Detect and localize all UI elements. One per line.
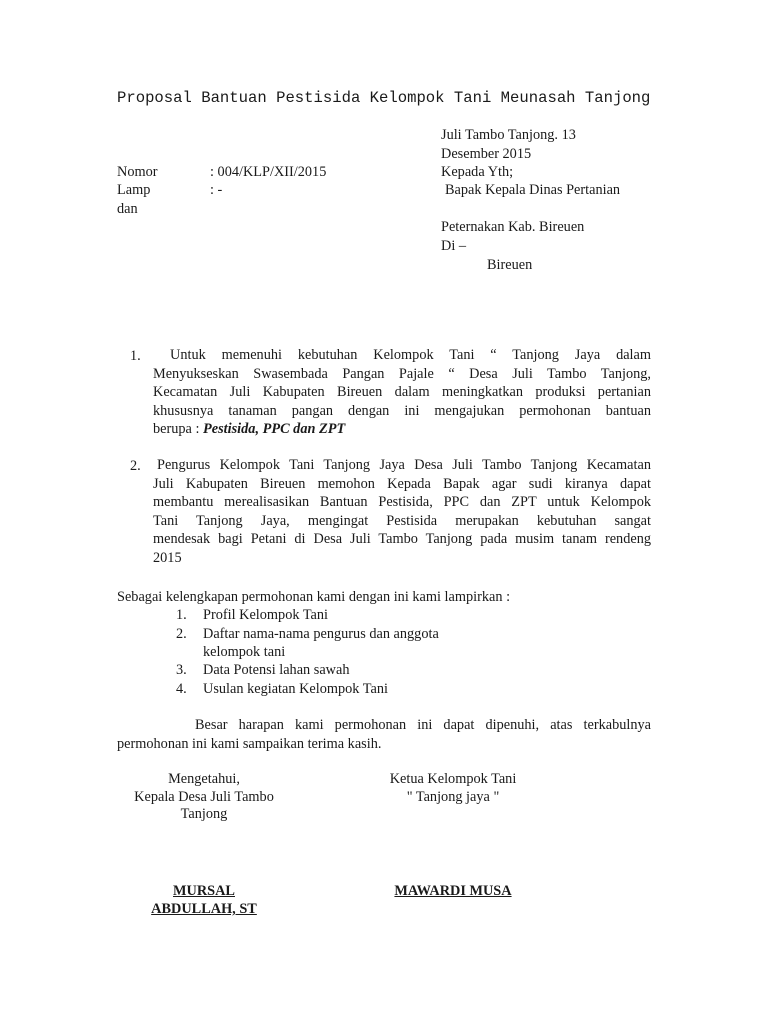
attachment-item: Usulan kegiatan Kelompok Tani [203, 681, 388, 697]
item-2-last-line: 2015 [153, 549, 182, 566]
date-line-2: Desember 2015 [441, 146, 532, 162]
addressee-line-4: Di – [441, 238, 467, 254]
closing-line-1: Besar harapan kami permohonan ini dapat dipenuhi, atas terkabulnya [195, 717, 651, 733]
attachment-number: 1. [176, 607, 187, 623]
sign-left-name-1: MURSAL [173, 883, 235, 899]
attachment-item: Data Potensi lahan sawah [203, 662, 350, 678]
date-line-1: Juli Tambo Tanjong. 13 [441, 127, 576, 143]
addressee-line-1: Kepada Yth; [441, 164, 514, 180]
item-2-line: membantu merealisasikan Bantuan Pestisida, PPC dan ZPT untuk Kelompok [153, 494, 651, 511]
addressee-line-5: Bireuen [487, 257, 533, 273]
item-1-line: Menyukseskan Swasembada Pangan Pajale “ Desa Juli Tambo Tanjong, [153, 365, 651, 382]
attachment-number: 2. [176, 626, 187, 642]
lamp-continuation: dan [117, 201, 138, 217]
nomor-label: Nomor [117, 164, 158, 180]
nomor-value: : 004/KLP/XII/2015 [210, 164, 327, 180]
lamp-label: Lamp [117, 182, 151, 198]
item-1-prefix: berupa : [153, 421, 204, 438]
attachment-item-continuation: kelompok tani [203, 644, 286, 660]
attachment-intro: Sebagai kelengkapan permohonan kami dengan ini kami lampirkan : [117, 589, 511, 605]
item-2-number: 2. [130, 458, 141, 474]
sign-left-line-3: Tanjong [180, 806, 228, 822]
item-1-line: khususnya tanaman pangan dengan ini mengajukan permohonan bantuan [153, 402, 651, 419]
sign-right-line-2: " Tanjong jaya " [406, 789, 500, 805]
attachment-item: Daftar nama-nama pengurus dan anggota [203, 626, 439, 642]
item-2-paragraph [153, 456, 651, 568]
item-2-line: mendesak bagi Petani di Desa Juli Tambo Tanjong pada musim tanam rendeng [153, 531, 651, 548]
item-1-last-line [153, 420, 651, 439]
item-1-highlight: Pestisida, PPC dan ZPT [203, 421, 346, 438]
attachment-number: 3. [176, 662, 187, 678]
document-title: Proposal Bantuan Pestisida Kelompok Tani Meunasah Tanjong [117, 89, 651, 107]
item-2-line: Juli Kabupaten Bireuen memohon Kepada Bapak agar sudi kiranya dapat [153, 475, 651, 492]
item-1-paragraph [153, 346, 651, 439]
item-2-line: Tani Tanjong Jaya, mengingat Pestisida merupakan kebutuhan sangat [153, 512, 651, 529]
attachment-number: 4. [176, 681, 187, 697]
sign-left-name-2: ABDULLAH, ST [151, 901, 257, 917]
sign-right-name: MAWARDI MUSA [394, 883, 512, 899]
sign-right-line-1: Ketua Kelompok Tani [389, 771, 517, 787]
item-1-line: Kecamatan Juli Kabupaten Bireuen dalam meningkatkan produksi pertanian [153, 384, 651, 401]
sign-left-line-2: Kepala Desa Juli Tambo [134, 789, 274, 805]
addressee-line-2: Bapak Kepala Dinas Pertanian [445, 182, 621, 198]
addressee-line-3: Peternakan Kab. Bireuen [441, 219, 585, 235]
closing-line-2: permohonan ini kami sampaikan terima kasih. [117, 735, 382, 752]
lamp-value: : - [210, 182, 223, 198]
sign-left-line-1: Mengetahui, [168, 771, 240, 787]
item-1-number: 1. [130, 348, 141, 364]
item-2-line: Pengurus Kelompok Tani Tanjong Jaya Desa Juli Tambo Tanjong Kecamatan [157, 457, 651, 473]
item-1-line: Untuk memenuhi kebutuhan Kelompok Tani “ Tanjong Jaya dalam [170, 347, 651, 363]
attachment-item: Profil Kelompok Tani [203, 607, 329, 623]
closing-paragraph [117, 716, 651, 753]
